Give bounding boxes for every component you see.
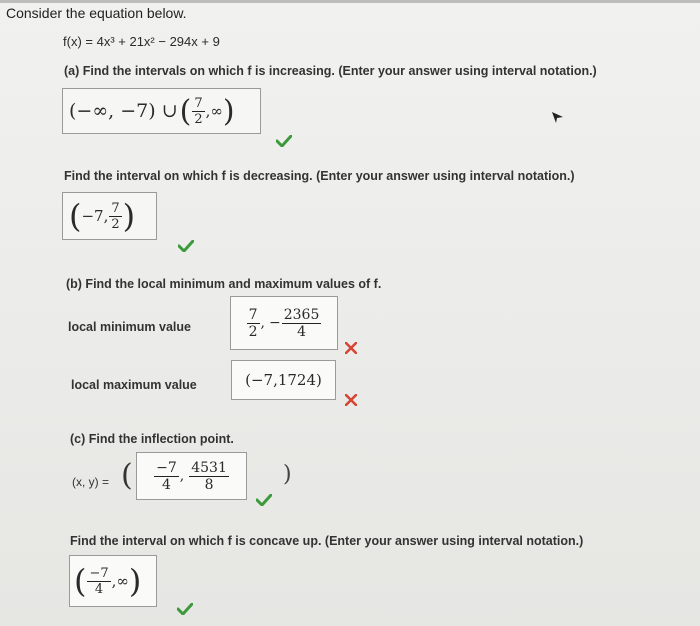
increasing-answer-right: ,∞ — [205, 102, 223, 120]
local-max-answer-field[interactable] — [231, 360, 336, 400]
part-a-increasing-prompt: (a) Find the intervals on which f is increasing. (Enter your answer using interval notation.) — [64, 64, 597, 78]
local-min-label: local minimum value — [68, 320, 191, 334]
local-max-label: local maximum value — [71, 378, 197, 392]
correct-check-icon — [178, 240, 194, 252]
fraction-numerator: −7 — [156, 459, 177, 476]
local-min-fraction-1 — [247, 308, 260, 339]
incorrect-x-icon — [345, 342, 357, 354]
decreasing-answer-field[interactable] — [62, 192, 157, 240]
increasing-fraction — [192, 97, 204, 126]
separator: , — [179, 468, 185, 484]
part-a-decreasing-prompt: Find the interval on which f is decreasing. (Enter your answer using interval notation.) — [64, 169, 575, 183]
xy-label: (x, y) = — [72, 475, 110, 489]
fraction-numerator: −7 — [89, 565, 109, 581]
incorrect-x-icon — [345, 394, 357, 406]
equation: f(x) = 4x³ + 21x² − 294x + 9 — [63, 34, 220, 49]
inflection-fraction-2 — [189, 461, 229, 492]
decreasing-fraction — [109, 202, 121, 231]
local-min-fraction-2 — [282, 308, 322, 339]
correct-check-icon — [177, 603, 193, 615]
local-max-answer: (−7,1724) — [245, 371, 322, 389]
part-c-prompt: (c) Find the inflection point. — [70, 432, 234, 446]
fraction-denominator: 4 — [297, 323, 307, 340]
close-paren: ) — [122, 197, 136, 235]
close-paren: ) — [283, 462, 292, 487]
inflection-fraction-1 — [154, 461, 179, 492]
mouse-cursor-icon — [552, 111, 564, 129]
fraction-numerator: 2365 — [283, 306, 320, 323]
fraction-denominator: 2 — [194, 111, 203, 127]
concave-up-prompt: Find the interval on which f is concave up. (Enter your answer using interval notation.) — [70, 534, 584, 548]
fraction-denominator: 8 — [204, 476, 214, 493]
fraction-denominator: 4 — [161, 476, 171, 493]
concave-up-answer-field[interactable] — [69, 555, 157, 607]
correct-check-icon — [276, 135, 292, 147]
close-paren: ) — [128, 562, 142, 600]
fraction-denominator: 4 — [94, 581, 104, 597]
increasing-answer-left: (−∞, −7) ∪ — [69, 100, 178, 122]
close-paren: ) — [222, 93, 235, 129]
part-b-prompt: (b) Find the local minimum and maximum values of f. — [66, 277, 382, 291]
correct-check-icon — [256, 494, 272, 506]
concave-answer-right: ,∞ — [111, 572, 129, 590]
decreasing-answer-left: −7, — [81, 207, 109, 225]
open-paren: ( — [121, 458, 133, 493]
open-paren: ( — [69, 197, 82, 235]
local-min-answer-field[interactable] — [230, 296, 338, 350]
fraction-numerator: 4531 — [191, 459, 227, 476]
fraction-numerator: 7 — [194, 95, 203, 111]
fraction-numerator: 7 — [248, 306, 258, 323]
separator: , — [260, 315, 265, 331]
minus-sign: − — [269, 315, 281, 331]
concave-fraction — [87, 567, 110, 596]
increasing-answer-field[interactable] — [62, 88, 261, 134]
fraction-denominator: 2 — [111, 216, 120, 232]
top-border — [0, 0, 700, 3]
inflection-answer-field[interactable] — [136, 452, 247, 500]
open-paren: ( — [74, 562, 87, 600]
fraction-denominator: 2 — [248, 323, 258, 340]
fraction-numerator: 7 — [111, 200, 120, 216]
open-paren: ( — [179, 93, 192, 129]
intro-text: Consider the equation below. — [6, 5, 187, 21]
